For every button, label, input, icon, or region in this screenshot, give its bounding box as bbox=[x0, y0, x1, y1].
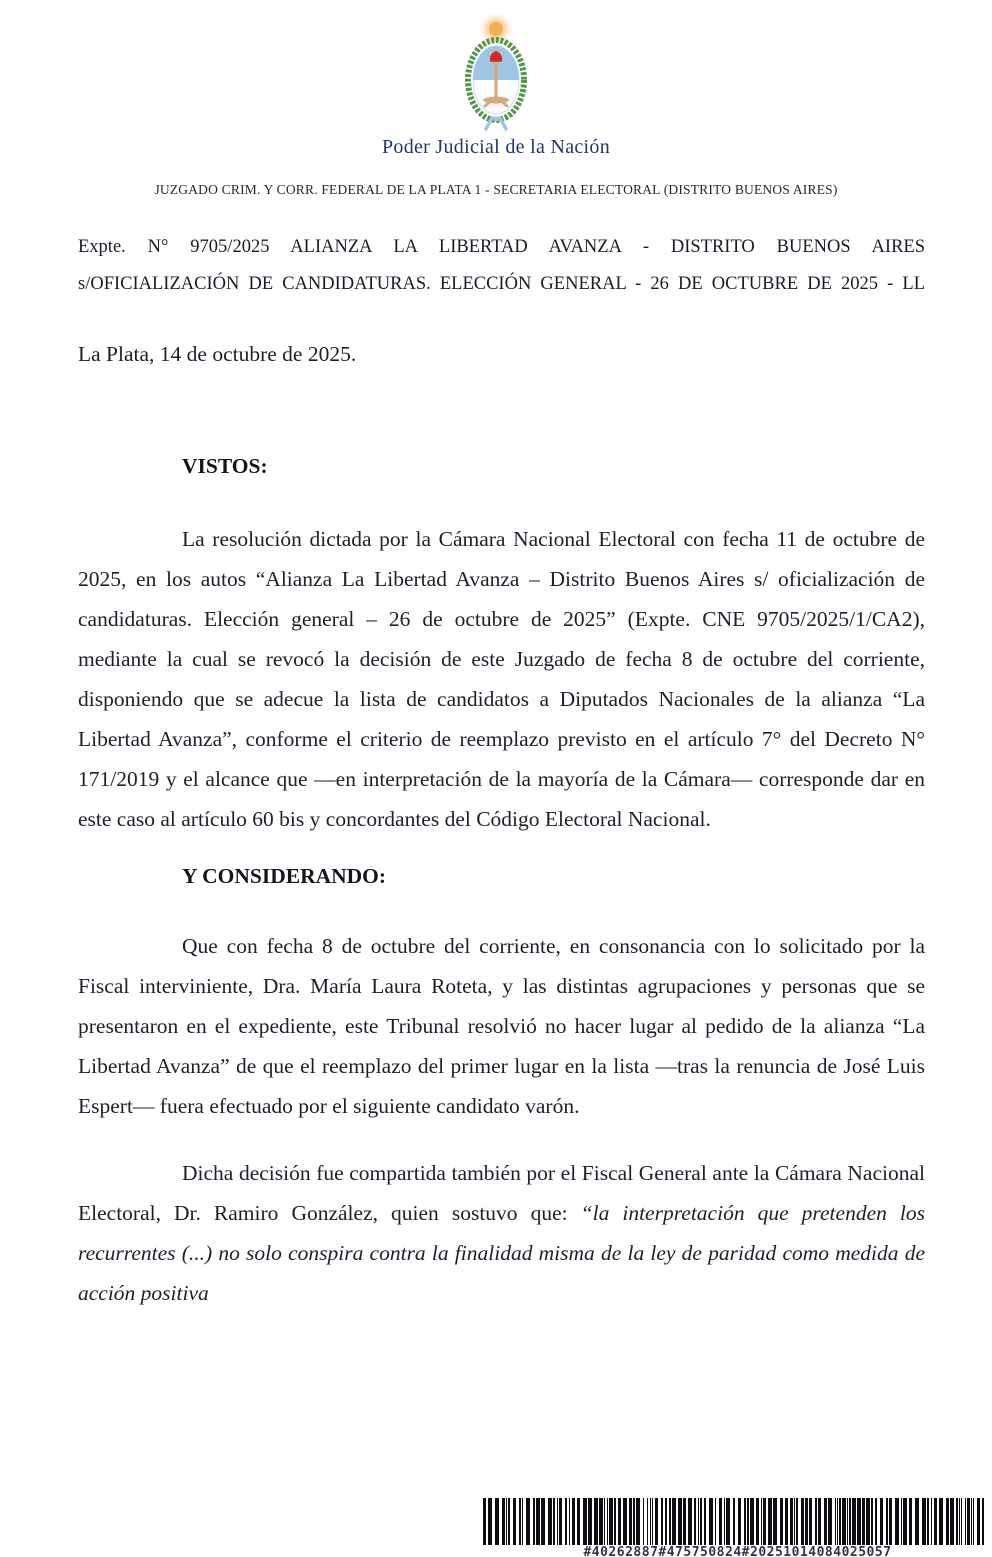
footer-barcode-value: #40262887#475750824#20251014084025057 bbox=[583, 1545, 892, 1557]
case-caption-line-2: s/OFICIALIZACIÓN DE CANDIDATURAS. ELECCIÓN GENERAL - 26 DE OCTUBRE DE 2025 - LL bbox=[78, 274, 925, 294]
header-emblem bbox=[0, 14, 992, 132]
considerando-paragraph-2-intro: Dicha decisión fue compartida también por el Fiscal General ante la Cámara Nacional Electoral, Dr. Ramiro González, quien sostuvo que: bbox=[78, 1161, 925, 1225]
vistos-paragraph: La resolución dictada por la Cámara Nacional Electoral con fecha 11 de octubre de 2025, en los autos “Alianza La Libertad Avanza – Distrito Buenos Aires s/ oficialización de candidaturas. Elección general – 26 de octubre de 2025” (Expte. CNE 9705/2025/1/CA2), mediante la cual se revocó la decisión de este Juzgado de fecha 8 de octubre del corriente, disponiendo que se adecue la lista de candidatos a Diputados Nacionales de la alianza “La Libertad Avanza”, conforme el criterio de reemplazo previsto en el artículo 7° del Decreto N° 171/2019 y el alcance que —en interpretación de la mayoría de la Cámara— corresponde dar en este caso al artículo 60 bis y concordantes del Código Electoral Nacional. bbox=[78, 527, 925, 831]
argentina-coat-of-arms-icon bbox=[452, 14, 540, 132]
considerando-heading: Y CONSIDERANDO: bbox=[182, 864, 387, 888]
date-line: La Plata, 14 de octubre de 2025. bbox=[78, 342, 357, 366]
considerando-paragraph-2-quote: “la interpretación que pretenden los recurrentes (...) no solo conspira contra la finalidad misma de la ley de paridad como medida de acción positiva bbox=[78, 1201, 925, 1305]
court-secretariat-line: JUZGADO CRIM. Y CORR. FEDERAL DE LA PLATA 1 - SECRETARIA ELECTORAL (DISTRITO BUENOS AIRES) bbox=[154, 182, 838, 197]
org-title: Poder Judicial de la Nación bbox=[381, 136, 611, 158]
considerando-paragraph-2 bbox=[78, 1153, 925, 1313]
case-caption bbox=[78, 229, 925, 303]
footer-barcode bbox=[483, 1498, 992, 1545]
considerando-paragraph-1: Que con fecha 8 de octubre del corriente, en consonancia con lo solicitado por la Fiscal interviniente, Dra. María Laura Roteta, y las distintas agrupaciones y personas que se presentaron en el expediente, este Tribunal resolvió no hacer lugar al pedido de la alianza “La Libertad Avanza” de que el reemplazo del primer lugar en la lista —tras la renuncia de José Luis Espert— fuera efectuado por el siguiente candidato varón. bbox=[78, 934, 925, 1118]
case-caption-line-1: Expte. N° 9705/2025 ALIANZA LA LIBERTAD AVANZA - DISTRITO BUENOS AIRES bbox=[78, 237, 925, 257]
vistos-heading: VISTOS: bbox=[182, 454, 268, 478]
